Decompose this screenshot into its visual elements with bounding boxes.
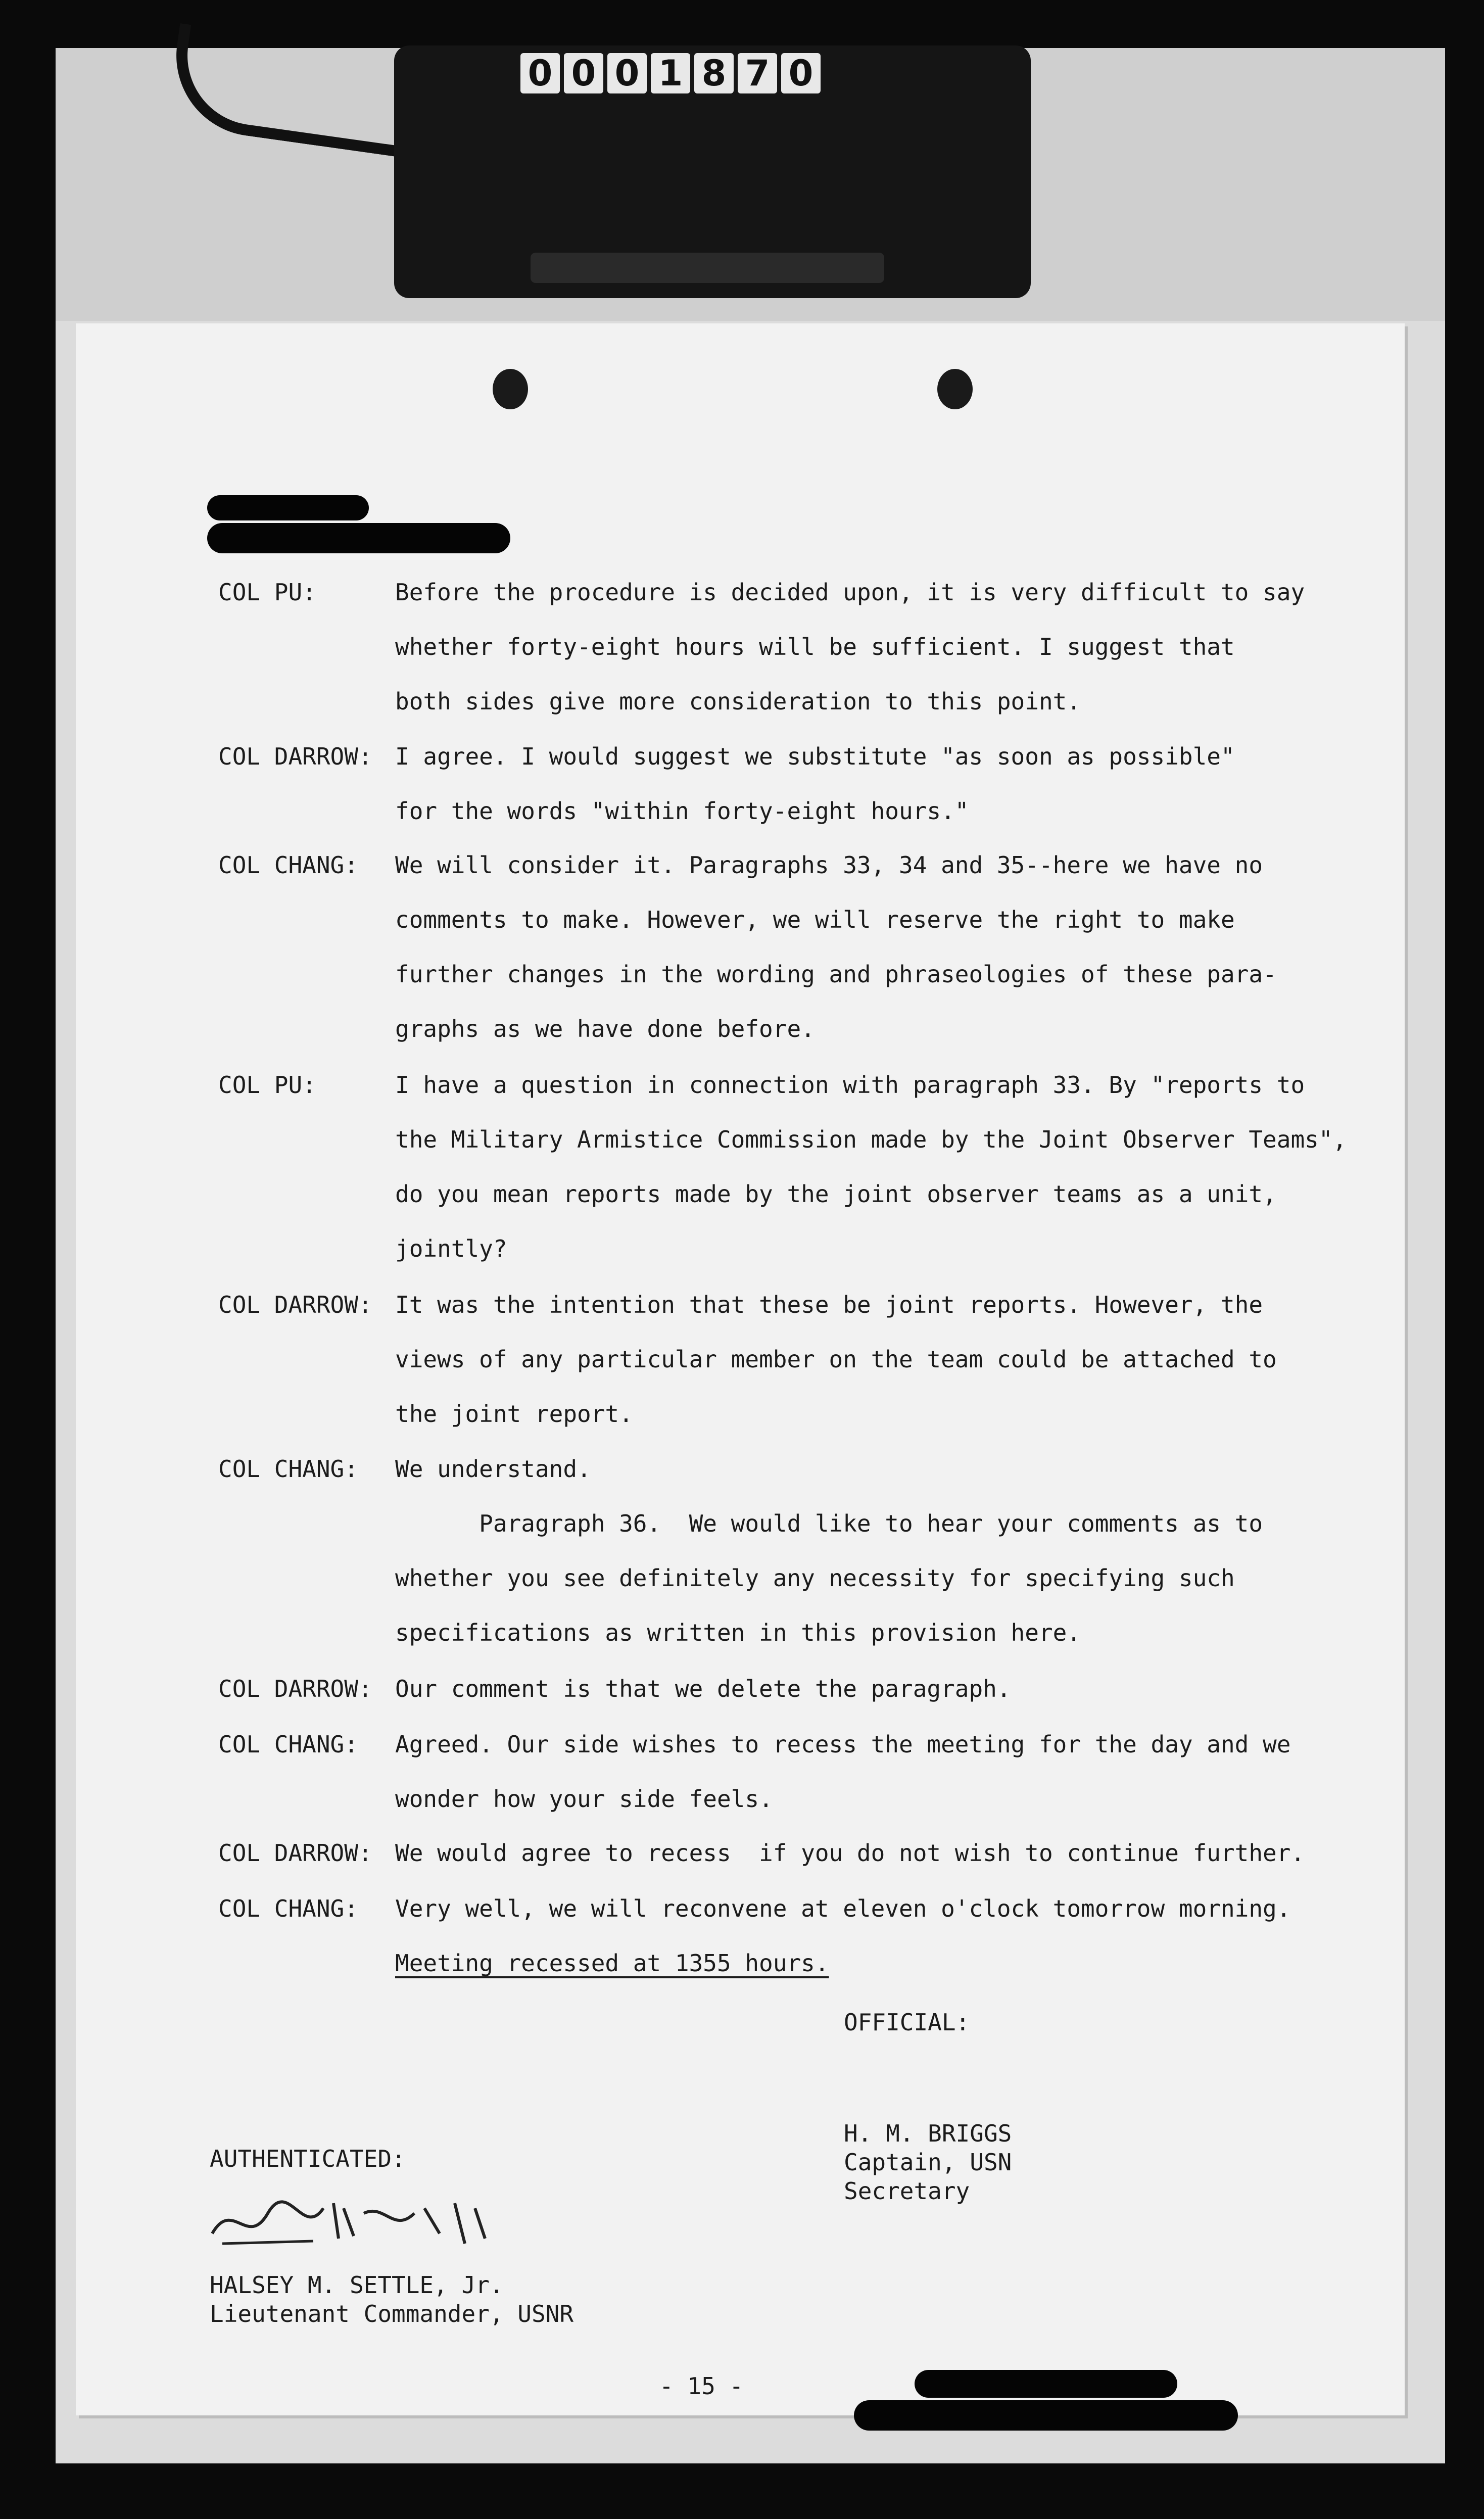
speech-line: the joint report. xyxy=(395,1400,633,1428)
counter-digit: 1 xyxy=(651,53,690,93)
counter-digit: 0 xyxy=(564,53,603,93)
page-number: - 15 - xyxy=(659,2372,744,2400)
counter-digit: 7 xyxy=(738,53,777,93)
speech-line: It was the intention that these be joint reports. However, the xyxy=(395,1291,1263,1318)
speech-line: further changes in the wording and phraseologies of these para- xyxy=(395,961,1277,988)
speech-text xyxy=(395,1895,1374,2004)
speech-line: I have a question in connection with paragraph 33. By "reports to xyxy=(395,1071,1305,1099)
official-rank: Captain, USN xyxy=(844,2149,1012,2176)
transcript xyxy=(76,323,1405,2415)
speech-line: Paragraph 36. We would like to hear your comments as to xyxy=(395,1510,1263,1537)
speaker-label: COL DARROW: xyxy=(218,1675,372,1702)
speech-line: whether forty-eight hours will be sufficient. I suggest that xyxy=(395,633,1235,660)
speech-line: whether you see definitely any necessity for specifying such xyxy=(395,1564,1235,1592)
speech-text xyxy=(395,743,1374,852)
speaker-label: COL CHANG: xyxy=(218,1455,358,1483)
counter-digit: 0 xyxy=(781,53,821,93)
speech-line: comments to make. However, we will reserve the right to make xyxy=(395,906,1235,933)
speech-line: both sides give more consideration to this point. xyxy=(395,688,1081,715)
speech-line: We would agree to recess if you do not wish to continue further. xyxy=(395,1839,1305,1867)
signature-scribble xyxy=(202,2193,556,2254)
speech-line: Our comment is that we delete the paragraph. xyxy=(395,1675,1011,1702)
authenticator-rank: Lieutenant Commander, USNR xyxy=(210,2300,574,2327)
speech-line: Agreed. Our side wishes to recess the meeting for the day and we xyxy=(395,1731,1291,1758)
speech-line: jointly? xyxy=(395,1235,507,1262)
official-label: OFFICIAL: xyxy=(844,2009,970,2036)
frame-counter xyxy=(520,53,821,93)
speech-text xyxy=(395,1839,1374,1894)
speech-line: We understand. xyxy=(395,1455,591,1483)
speech-text xyxy=(395,851,1374,1070)
speech-line: graphs as we have done before. xyxy=(395,1015,815,1042)
speaker-label: COL CHANG: xyxy=(218,1895,358,1922)
speech-text xyxy=(395,1291,1374,1455)
speaker-label: COL PU: xyxy=(218,579,316,606)
speech-text xyxy=(395,1071,1374,1290)
counter-digit: 0 xyxy=(520,53,560,93)
speaker-label: COL CHANG: xyxy=(218,851,358,879)
speech-line: We will consider it. Paragraphs 33, 34 and 35--here we have no xyxy=(395,851,1263,879)
speech-text xyxy=(395,1455,1374,1674)
speech-line: specifications as written in this provision here. xyxy=(395,1619,1081,1646)
speaker-label: COL CHANG: xyxy=(218,1731,358,1758)
redaction-bar xyxy=(854,2400,1238,2431)
speaker-label: COL DARROW: xyxy=(218,743,372,770)
authenticated-label: AUTHENTICATED: xyxy=(210,2145,406,2172)
counter-digit: 8 xyxy=(694,53,734,93)
redaction-bar xyxy=(915,2370,1177,2398)
official-name: H. M. BRIGGS xyxy=(844,2120,1012,2147)
speech-text xyxy=(395,1731,1374,1840)
speech-text xyxy=(395,579,1374,742)
counter-digit: 0 xyxy=(607,53,647,93)
speech-line: do you mean reports made by the joint observer teams as a unit, xyxy=(395,1180,1277,1208)
speaker-label: COL DARROW: xyxy=(218,1291,372,1318)
official-title: Secretary xyxy=(844,2177,970,2205)
speech-line: Very well, we will reconvene at eleven o'clock tomorrow morning. xyxy=(395,1895,1291,1922)
speech-line: I agree. I would suggest we substitute "as soon as possible" xyxy=(395,743,1235,770)
speech-line: the Military Armistice Commission made by the Joint Observer Teams", xyxy=(395,1126,1347,1153)
speaker-label: COL DARROW: xyxy=(218,1839,372,1867)
recess-note: Meeting recessed at 1355 hours. xyxy=(395,1950,829,1977)
authenticator-name: HALSEY M. SETTLE, Jr. xyxy=(210,2271,504,2299)
speaker-label: COL PU: xyxy=(218,1071,316,1099)
speech-line: for the words "within forty-eight hours." xyxy=(395,797,969,825)
document-page xyxy=(76,323,1405,2415)
speech-line: views of any particular member on the team could be attached to xyxy=(395,1346,1277,1373)
speech-line: wonder how your side feels. xyxy=(395,1785,773,1813)
speech-line: Before the procedure is decided upon, it is very difficult to say xyxy=(395,579,1305,606)
speech-text xyxy=(395,1675,1374,1730)
